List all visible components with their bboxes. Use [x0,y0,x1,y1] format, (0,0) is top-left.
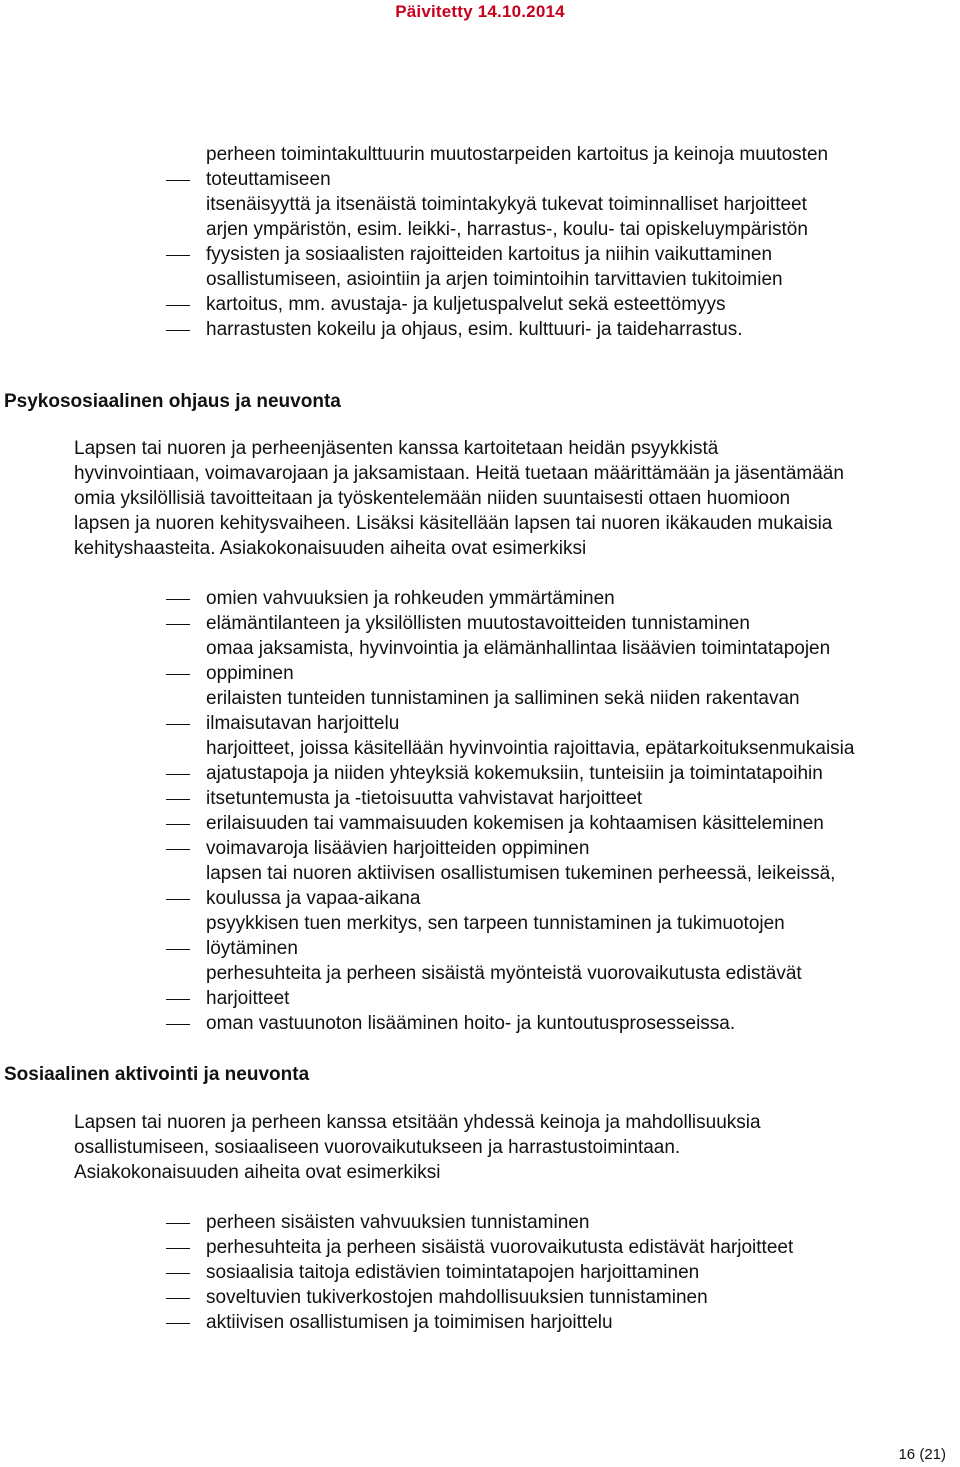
section-heading-sosiaalinen: Sosiaalinen aktivointi ja neuvonta [4,1064,310,1085]
page-number: 16 (21) [898,1446,946,1463]
list-item [0,1260,793,1285]
dash-bullet-icon [166,1273,190,1274]
list-item-line: toteuttamiseen [206,169,331,190]
list-item-line: soveltuvien tukiverkostojen mahdollisuuksien tunnistaminen [206,1287,708,1308]
section-paragraph-sosiaalinen [74,1110,954,1185]
list-item [0,586,854,611]
list-item [0,736,854,786]
dash-bullet-icon [166,255,190,256]
list-item-line: elämäntilanteen ja yksilöllisten muutostavoitteiden tunnistaminen [206,613,750,634]
list-item [0,961,854,1011]
list-item [0,1011,854,1036]
paragraph-line: hyvinvointiaan, voimavarojaan ja jaksamistaan. Heitä tuetaan määrittämään ja jäsentämään [74,463,844,484]
dash-bullet-icon [166,624,190,625]
list-item-line: kartoitus, mm. avustaja- ja kuljetuspalvelut sekä esteettömyys [206,294,726,315]
list-item-line: koulussa ja vapaa-aikana [206,888,421,909]
dash-bullet-icon [166,724,190,725]
list-item [0,811,854,836]
intro-bullet-list [0,142,828,342]
list-item [0,911,854,961]
list-item-line: ilmaisutavan harjoittelu [206,713,400,734]
section-heading-psykososiaalinen: Psykososiaalinen ohjaus ja neuvonta [4,391,341,412]
list-item [0,142,828,192]
dash-bullet-icon [166,849,190,850]
dash-bullet-icon [166,1248,190,1249]
list-item-line: psyykkisen tuen merkitys, sen tarpeen tunnistaminen ja tukimuotojen [206,913,785,934]
list-item [0,1235,793,1260]
list-item [0,1285,793,1310]
bullet-list-sosiaalinen [0,1210,793,1335]
list-item-line: harjoitteet [206,988,290,1009]
list-item [0,611,854,636]
dash-bullet-icon [166,774,190,775]
list-item-line: perheen toimintakulttuurin muutostarpeiden kartoitus ja keinoja muutosten [206,144,829,165]
list-item [0,317,828,342]
list-item [0,786,854,811]
list-item-line: oppiminen [206,663,294,684]
updated-header: Päivitetty 14.10.2014 [395,2,565,21]
list-item-line: perheen sisäisten vahvuuksien tunnistaminen [206,1212,590,1233]
list-item-line: itsetuntemusta ja -tietoisuutta vahvistavat harjoitteet [206,788,643,809]
dash-bullet-icon [166,799,190,800]
list-item-line: lapsen tai nuoren aktiivisen osallistumisen tukeminen perheessä, leikeissä, [206,863,836,884]
list-item [0,192,828,267]
list-item [0,861,854,911]
dash-bullet-icon [166,824,190,825]
list-item-line: perhesuhteita ja perheen sisäistä vuorovaikutusta edistävät harjoitteet [206,1237,794,1258]
list-item-line: sosiaalisia taitoja edistävien toimintatapojen harjoittaminen [206,1262,700,1283]
list-item-line: voimavaroja lisäävien harjoitteiden oppiminen [206,838,590,859]
list-item-line: itsenäisyyttä ja itsenäistä toimintakykyä tukevat toiminnalliset harjoitteet [206,194,807,215]
dash-bullet-icon [166,1323,190,1324]
list-item-line: erilaisten tunteiden tunnistaminen ja salliminen sekä niiden rakentavan [206,688,800,709]
list-item-line: osallistumiseen, asiointiin ja arjen toimintoihin tarvittavien tukitoimien [206,269,783,290]
paragraph-line: kehityshaasteita. Asiakokonaisuuden aiheita ovat esimerkiksi [74,538,587,559]
dash-bullet-icon [166,899,190,900]
list-item-line: perhesuhteita ja perheen sisäistä myönteistä vuorovaikutusta edistävät [206,963,802,984]
paragraph-line: osallistumiseen, sosiaaliseen vuorovaikutukseen ja harrastustoimintaan. [74,1137,681,1158]
dash-bullet-icon [166,1223,190,1224]
dash-bullet-icon [166,180,190,181]
list-item [0,1210,793,1235]
dash-bullet-icon [166,599,190,600]
paragraph-line: lapsen ja nuoren kehitysvaiheen. Lisäksi käsitellään lapsen tai nuoren ikäkauden mukaisia [74,513,833,534]
list-item-line: oman vastuunoton lisääminen hoito- ja kuntoutusprosesseissa. [206,1013,736,1034]
dash-bullet-icon [166,674,190,675]
list-item-line: omaa jaksamista, hyvinvointia ja elämänhallintaa lisäävien toimintatapojen [206,638,831,659]
bullet-list-psykososiaalinen [0,586,854,1036]
list-item [0,686,854,736]
paragraph-line: Asiakokonaisuuden aiheita ovat esimerkiksi [74,1162,441,1183]
list-item [0,836,854,861]
list-item-line: aktiivisen osallistumisen ja toimimisen harjoittelu [206,1312,613,1333]
list-item-line: ajatustapoja ja niiden yhteyksiä kokemuksiin, tunteisiin ja toimintatapoihin [206,763,823,784]
dash-bullet-icon [166,1298,190,1299]
paragraph-line: Lapsen tai nuoren ja perheen kanssa etsitään yhdessä keinoja ja mahdollisuuksia [74,1112,761,1133]
list-item [0,636,854,686]
list-item-line: harjoitteet, joissa käsitellään hyvinvointia rajoittavia, epätarkoituksenmukaisia [206,738,855,759]
list-item-line: omien vahvuuksien ja rohkeuden ymmärtäminen [206,588,615,609]
paragraph-line: Lapsen tai nuoren ja perheenjäsenten kanssa kartoitetaan heidän psyykkistä [74,438,719,459]
dash-bullet-icon [166,999,190,1000]
list-item-line: löytäminen [206,938,298,959]
dash-bullet-icon [166,1024,190,1025]
paragraph-line: omia yksilöllisiä tavoitteitaan ja työskentelemään niiden suuntaisesti ottaen huomioon [74,488,791,509]
dash-bullet-icon [166,330,190,331]
dash-bullet-icon [166,305,190,306]
list-item-line: fyysisten ja sosiaalisten rajoitteiden kartoitus ja niihin vaikuttaminen [206,244,773,265]
dash-bullet-icon [166,949,190,950]
list-item-line: harrastusten kokeilu ja ohjaus, esim. kulttuuri- ja taideharrastus. [206,319,743,340]
list-item [0,267,828,317]
list-item [0,1310,793,1335]
list-item-line: erilaisuuden tai vammaisuuden kokemisen ja kohtaamisen käsitteleminen [206,813,824,834]
section-paragraph-psykososiaalinen [74,436,954,561]
list-item-line: arjen ympäristön, esim. leikki-, harrastus-, koulu- tai opiskeluympäristön [206,219,808,240]
